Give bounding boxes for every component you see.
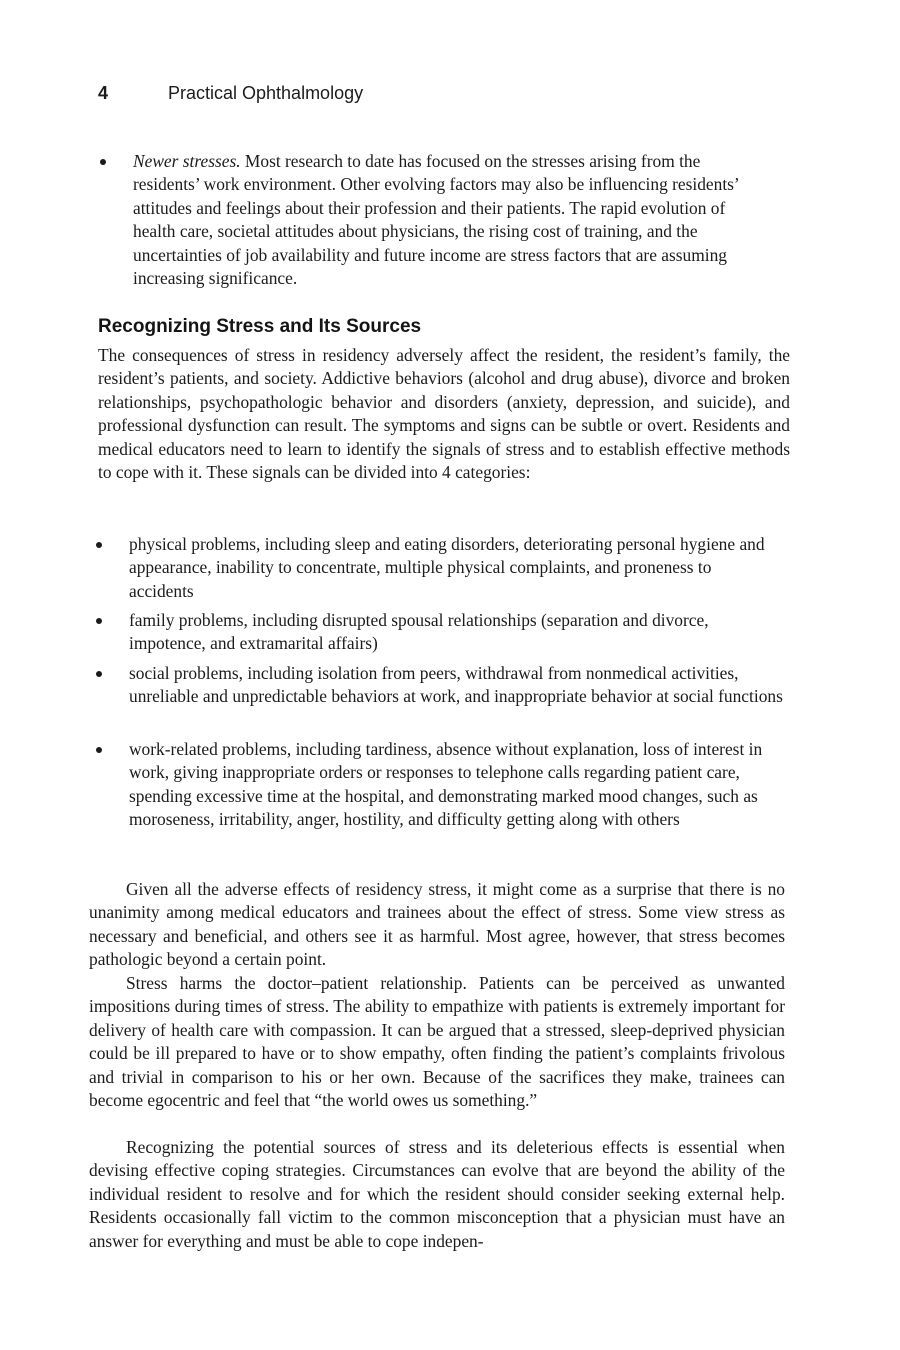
bullet-text (133, 150, 753, 290)
list-item-text: social problems, including isolation from peers, withdrawal from nonmedical activities, unreliable and unpredictable behaviors at work, and inappropriate behavior at social functions (129, 663, 783, 707)
bullet-lead: Newer stresses. (133, 151, 241, 171)
section-heading: Recognizing Stress and Its Sources (98, 316, 422, 337)
category-item-social (94, 662, 790, 734)
book-title: Practical Ophthalmology (168, 83, 364, 103)
list-item-text: work-related problems, including tardiness, absence without explanation, loss of interest in work, giving inappropriate orders or responses to telephone calls regarding patient care, spending excessive time at the hospital, and demonstrating marked mood changes, such as moroseness, irritability, anger, hostility, and difficulty getting along with others (129, 739, 763, 830)
list-item-text: family problems, including disrupted spousal relationships (separation and divorce, impotence, and extramarital affairs) (129, 610, 709, 654)
bullet-body: Most research to date has focused on the stresses arising from the residents’ work environment. Other evolving factors may also be influencing residents’ attitudes and feelings about their profession and their patients. The rapid evolution of health care, societal attitudes about physicians, the rising cost of training, and the uncertainties of job availability and future income are stress factors that are assuming increasing significance. (133, 151, 739, 289)
bullet-icon (96, 671, 102, 677)
list-item-text: physical problems, including sleep and eating disorders, deteriorating personal hygiene and appearance, inability to concentrate, multiple physical complaints, and proneness to accidents (129, 534, 765, 601)
body-paragraph-2: Stress harms the doctor–patient relationship. Patients can be perceived as unwanted impositions during times of stress. The ability to empathize with patients is extremely important for delivery of health care with compassion. It can be argued that a stressed, sleep-deprived physician could be ill prepared to have or to show empathy, often finding the patient’s complaints frivolous and trivial in comparison to his or her own. Because of the sacrifices they make, trainees can become egocentric and feel that “the world owes us something.” (89, 973, 785, 1111)
category-item-work (94, 738, 790, 856)
category-item-physical (94, 533, 790, 605)
bullet-icon (100, 159, 106, 165)
running-head (98, 83, 363, 104)
body-paragraph-1: Given all the adverse effects of residency stress, it might come as a surprise that there is no unanimity among medical educators and trainees about the effect of stress. Some view stress as necessary and beneficial, and others see it as harmful. Most agree, however, that stress becomes pathologic beyond a certain point. (89, 879, 785, 970)
bullet-icon (96, 747, 102, 753)
category-item-family (94, 609, 790, 657)
newer-stresses-bullet (98, 150, 758, 295)
bullet-icon (96, 542, 102, 548)
body-paragraph-3: Recognizing the potential sources of stress and its deleterious effects is essential when devising effective coping strategies. Circumstances can evolve that are beyond the ability of the individual resident to resolve and for which the resident should consider seeking external help. Residents occasionally fall victim to the common misconception that a physician must have an answer for everything and must be able to cope indepen- (89, 1137, 785, 1251)
section-intro-paragraph: The consequences of stress in residency adversely affect the resident, the resident’s family, the resident’s patients, and society. Addictive behaviors (alcohol and drug abuse), divorce and broken relationships, psychopathologic behavior and disorders (anxiety, depression, and suicide), and professional dysfunction can result. The symptoms and signs can be subtle or overt. Residents and medical educators need to learn to identify the signals of stress and to establish effective methods to cope with it. These signals can be divided into 4 categories: (98, 345, 790, 483)
bullet-icon (96, 618, 102, 624)
page-number: 4 (98, 83, 109, 103)
